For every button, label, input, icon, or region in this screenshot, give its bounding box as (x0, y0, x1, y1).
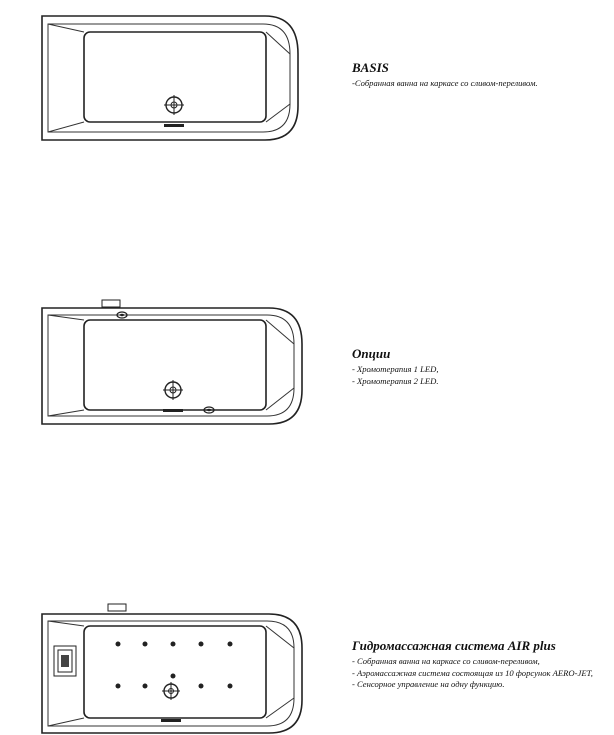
section-line: - Сенсорное управление на одну функцию. (352, 679, 505, 689)
control-panel-icon (108, 604, 126, 611)
section-line: - Собранная ванна на каркасе со сливом-переливом, (352, 656, 540, 666)
bathtub-air-plus-drawing (40, 602, 304, 735)
section-line: -Собранная ванна на каркасе со сливом-переливом. (352, 78, 538, 88)
section-basis-text (352, 60, 538, 90)
section-line: - Хромотерапия 1 LED, (352, 364, 439, 374)
overflow-icon (164, 124, 184, 127)
drain-icon (163, 380, 183, 400)
section-air-plus-text (352, 638, 593, 691)
overflow-icon (163, 409, 183, 412)
section-line: - Аэромассажная система состоящая из 10 форсунок AERO-JET, (352, 667, 593, 678)
drain-icon (162, 682, 180, 700)
drain-icon (164, 95, 184, 115)
section-title-air-plus: Гидромассажная система AIR plus (352, 638, 556, 653)
led-module-icon (102, 300, 120, 307)
section-title-basis: BASIS (352, 60, 389, 75)
section-options-text (352, 346, 439, 387)
air-jet-icon (116, 642, 233, 689)
blower-unit-icon (54, 646, 76, 676)
bathtub-basis-drawing (40, 14, 300, 144)
bathtub-options-drawing (40, 298, 304, 428)
section-title-options: Опции (352, 346, 391, 361)
section-line: - Хромотерапия 2 LED. (352, 375, 439, 386)
overflow-icon (161, 719, 181, 722)
